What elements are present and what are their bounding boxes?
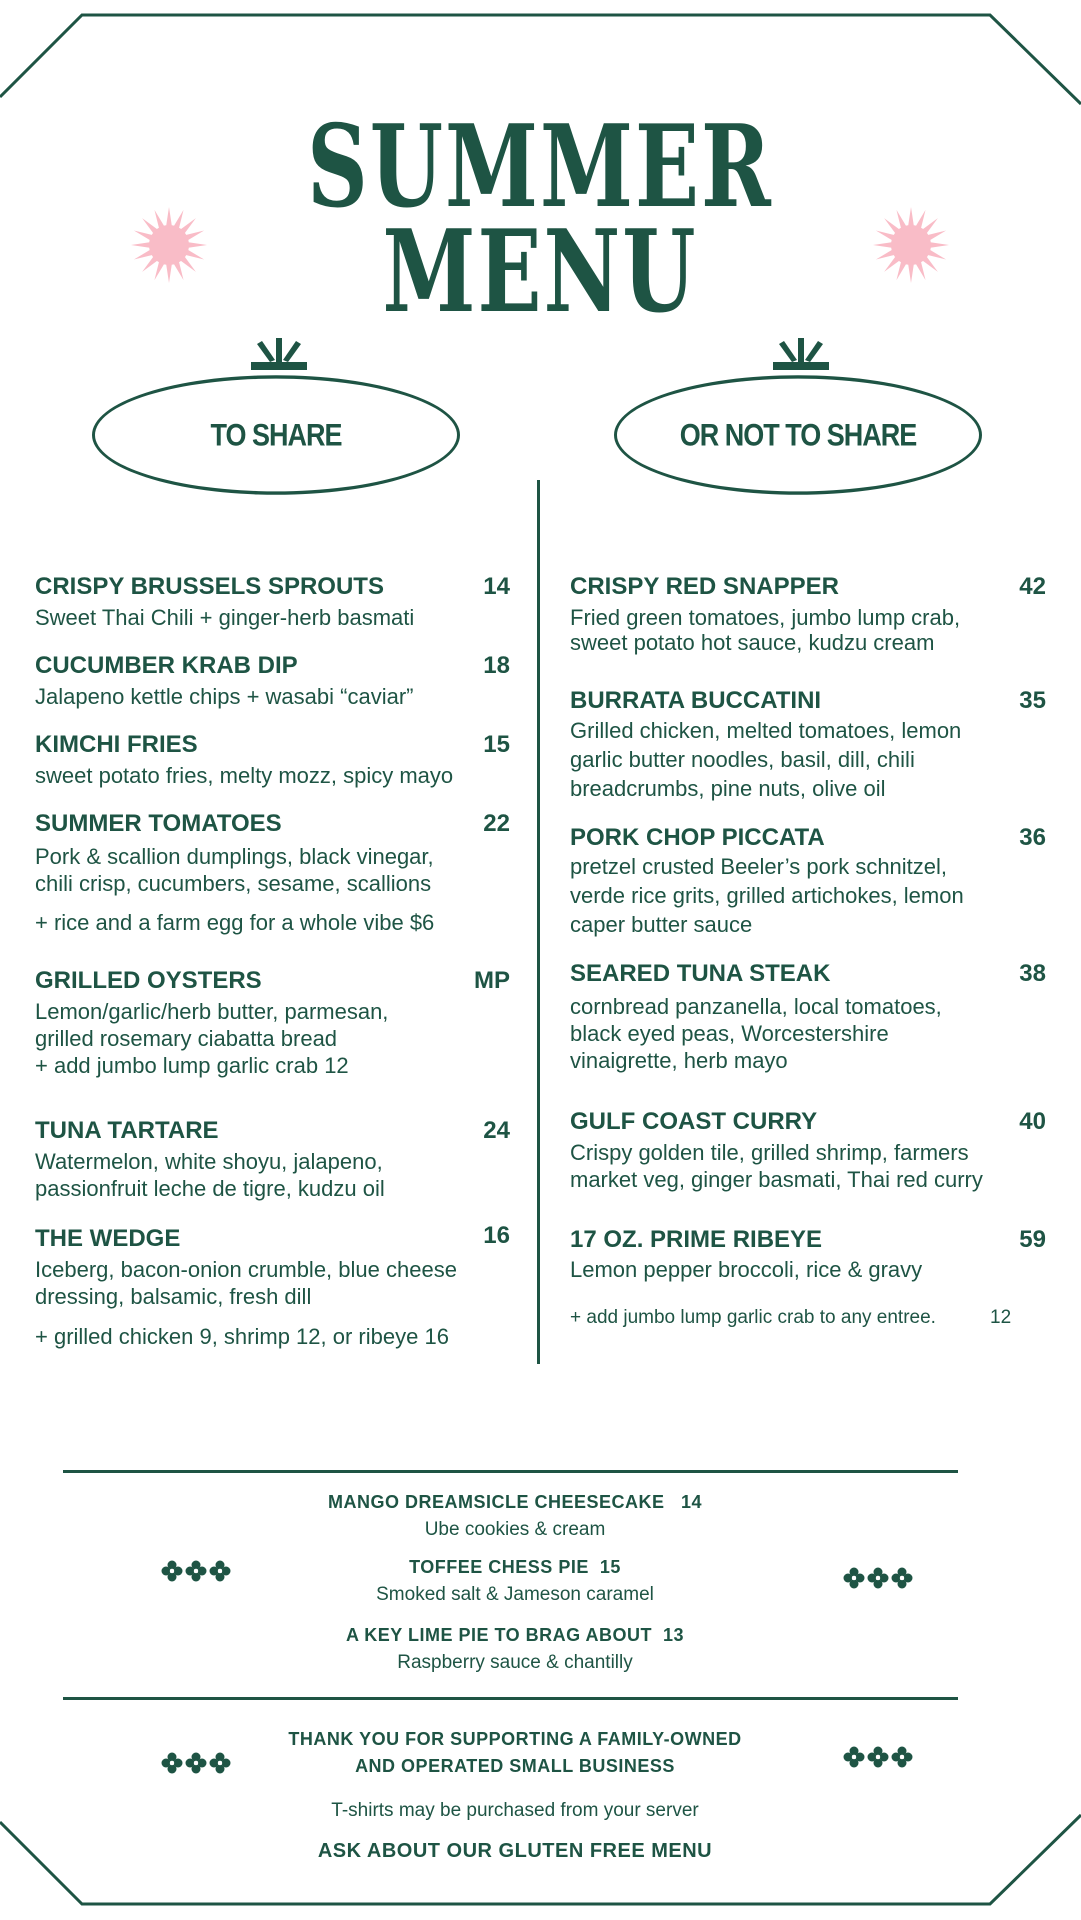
sunrise-fan-icon xyxy=(773,336,829,370)
item-name: CUCUMBER KRAB DIP xyxy=(35,652,298,679)
item-description: Crispy golden tile, grilled shrimp, farmers xyxy=(570,1140,969,1165)
item-name: 17 OZ. PRIME RIBEYE xyxy=(570,1226,823,1253)
item-price: 36 xyxy=(1019,824,1046,851)
item-description: verde rice grits, grilled artichokes, lemon xyxy=(570,883,964,908)
dessert-description: Raspberry sauce & chantilly xyxy=(397,1652,633,1673)
item-name: SUMMER TOMATOES xyxy=(35,810,282,837)
entree-addon-price: 12 xyxy=(990,1307,1012,1328)
divider-line xyxy=(63,1470,958,1473)
item-name: SEARED TUNA STEAK xyxy=(570,960,831,987)
sunrise-fan-icon xyxy=(251,336,307,370)
item-price: 38 xyxy=(1019,960,1046,987)
item-name: PORK CHOP PICCATA xyxy=(570,824,825,851)
item-price: 14 xyxy=(483,573,510,600)
column-divider xyxy=(537,480,540,1364)
item-description: sweet potato fries, melty mozz, spicy mayo xyxy=(35,763,454,788)
item-description: Sweet Thai Chili + ginger-herb basmati xyxy=(35,605,415,630)
divider-line xyxy=(63,1697,958,1700)
item-name: BURRATA BUCCATINI xyxy=(570,687,822,714)
item-description: grilled rosemary ciabatta bread xyxy=(35,1026,338,1051)
item-name: GULF COAST CURRY xyxy=(570,1108,818,1135)
item-name: CRISPY BRUSSELS SPROUTS xyxy=(35,573,384,600)
to-share-heading: TO SHARE xyxy=(92,375,460,495)
item-description: + add jumbo lump garlic crab 12 xyxy=(35,1053,349,1078)
flower-trio-icon xyxy=(843,1565,913,1591)
item-description: black eyed peas, Worcestershire xyxy=(570,1021,889,1046)
item-description: garlic butter noodles, basil, dill, chili xyxy=(570,747,915,772)
entree-addon-note: + add jumbo lump garlic crab to any entree. xyxy=(570,1307,936,1328)
item-price: 35 xyxy=(1019,687,1046,714)
dessert-name xyxy=(0,1492,1030,1513)
item-description: Watermelon, white shoyu, jalapeno, xyxy=(35,1149,383,1174)
item-price: 15 xyxy=(483,731,510,758)
menu-title-line-2: MENU xyxy=(382,204,698,338)
menu-title-line-1: SUMMER xyxy=(307,99,773,233)
item-price: 24 xyxy=(483,1117,510,1144)
thank-you-line-1: THANK YOU FOR SUPPORTING A FAMILY-OWNED xyxy=(288,1729,742,1749)
item-description: chili crisp, cucumbers, sesame, scallions xyxy=(35,871,432,896)
item-description: Lemon/garlic/herb butter, parmesan, xyxy=(35,999,389,1024)
item-description: caper butter sauce xyxy=(570,912,753,937)
item-description: Lemon pepper broccoli, rice & gravy xyxy=(570,1257,923,1282)
item-description: Fried green tomatoes, jumbo lump crab, xyxy=(570,605,961,630)
tshirts-note: T-shirts may be purchased from your server xyxy=(331,1800,699,1821)
sun-icon xyxy=(127,203,211,287)
dessert-description: Smoked salt & Jameson caramel xyxy=(376,1584,654,1605)
item-addon-note: + rice and a farm egg for a whole vibe $6 xyxy=(35,910,435,935)
dessert-title: MANGO DREAMSICLE CHEESECAKE xyxy=(327,1492,665,1512)
dessert-price: 14 xyxy=(681,1492,703,1512)
dessert-name xyxy=(0,1625,1030,1646)
item-name: GRILLED OYSTERS xyxy=(35,967,262,994)
item-price: 18 xyxy=(483,652,510,679)
item-description: passionfruit leche de tigre, kudzu oil xyxy=(35,1176,385,1201)
dessert-title: TOFFEE CHESS PIE xyxy=(409,1557,589,1577)
dessert-title: A KEY LIME PIE TO BRAG ABOUT xyxy=(345,1625,652,1645)
item-price: 59 xyxy=(1019,1226,1046,1253)
item-addon-note: + grilled chicken 9, shrimp 12, or ribeye 16 xyxy=(35,1324,449,1349)
gluten-free-note: ASK ABOUT OUR GLUTEN FREE MENU xyxy=(317,1840,713,1862)
item-description: dressing, balsamic, fresh dill xyxy=(35,1284,312,1309)
item-description: Grilled chicken, melted tomatoes, lemon xyxy=(570,718,962,743)
item-price: MP xyxy=(474,967,510,994)
item-description: breadcrumbs, pine nuts, olive oil xyxy=(570,776,886,801)
item-price: 40 xyxy=(1019,1108,1046,1135)
item-description: Jalapeno kettle chips + wasabi “caviar” xyxy=(35,684,414,709)
item-description: Iceberg, bacon-onion crumble, blue cheese xyxy=(35,1257,457,1282)
item-description: market veg, ginger basmati, Thai red curry xyxy=(570,1167,983,1192)
item-price: 22 xyxy=(483,810,510,837)
item-price: 42 xyxy=(1019,573,1046,600)
item-description: sweet potato hot sauce, kudzu cream xyxy=(570,630,935,655)
item-description: Pork & scallion dumplings, black vinegar, xyxy=(35,844,434,869)
item-name: TUNA TARTARE xyxy=(35,1117,219,1144)
item-name: CRISPY RED SNAPPER xyxy=(570,573,839,600)
item-name: KIMCHI FRIES xyxy=(35,731,198,758)
item-description: vinaigrette, herb mayo xyxy=(570,1048,788,1073)
item-description: pretzel crusted Beeler’s pork schnitzel, xyxy=(570,854,948,879)
thank-you-line-2: AND OPERATED SMALL BUSINESS xyxy=(355,1756,675,1776)
flower-trio-icon xyxy=(161,1558,231,1584)
dessert-price: 15 xyxy=(599,1557,621,1577)
sun-icon xyxy=(869,203,953,287)
item-price: 16 xyxy=(483,1222,510,1249)
or-not-to-share-heading: OR NOT TO SHARE xyxy=(614,375,982,495)
dessert-price: 13 xyxy=(663,1625,685,1645)
item-name: THE WEDGE xyxy=(35,1225,181,1252)
item-description: cornbread panzanella, local tomatoes, xyxy=(570,994,942,1019)
dessert-description: Ube cookies & cream xyxy=(424,1519,606,1540)
